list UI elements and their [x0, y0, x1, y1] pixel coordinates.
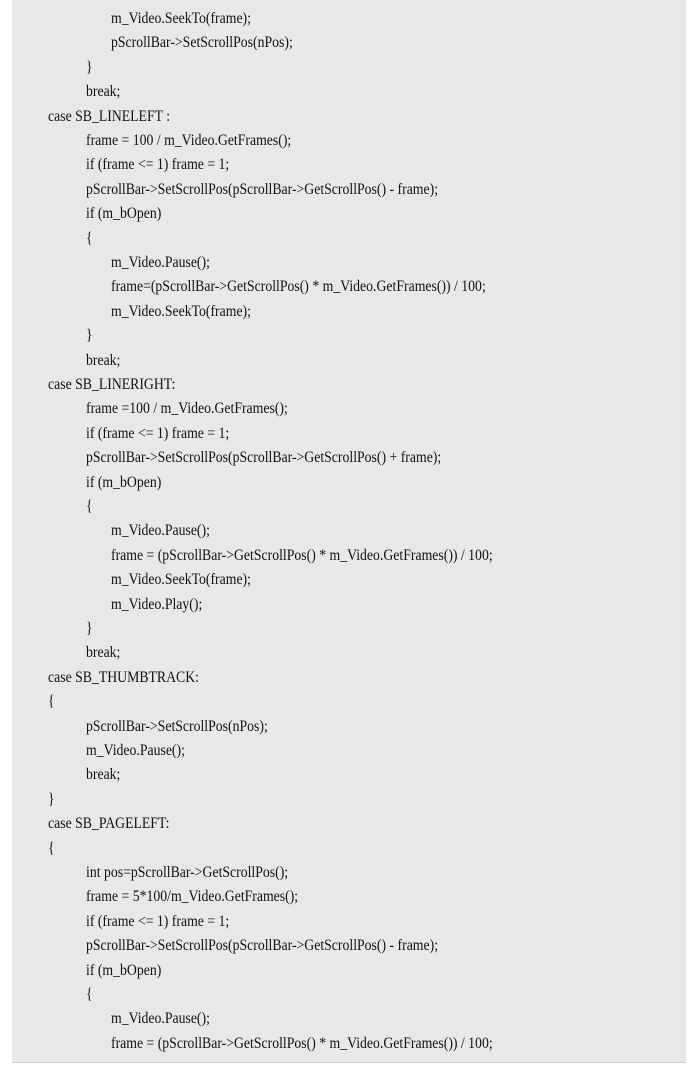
code-line: } — [48, 790, 55, 808]
code-line: } — [86, 327, 93, 345]
code-listing — [12, 0, 686, 1062]
code-line: { — [48, 693, 55, 711]
code-line: pScrollBar->SetScrollPos(pScrollBar->GetScrollPos() - frame); — [86, 937, 439, 955]
code-line: if (m_bOpen) — [86, 205, 162, 223]
code-line: } — [86, 620, 93, 637]
code-line: frame = 100 / m_Video.GetFrames(); — [86, 132, 292, 149]
code-line: case SB_LINELEFT : — [48, 107, 171, 125]
code-line: break; — [86, 351, 121, 369]
code-line: pScrollBar->SetScrollPos(nPos); — [86, 717, 268, 735]
code-line: frame = (pScrollBar->GetScrollPos() * m_Video.GetFrames()) / 100; — [111, 546, 493, 564]
code-line: frame =100 / m_Video.GetFrames(); — [86, 400, 288, 418]
code-line: m_Video.Play(); — [111, 595, 203, 613]
code-line: if (frame <= 1) frame = 1; — [86, 912, 230, 930]
code-line: pScrollBar->SetScrollPos(pScrollBar->GetScrollPos() + frame); — [86, 449, 442, 467]
code-line: frame=(pScrollBar->GetScrollPos() * m_Video.GetFrames()) / 100; — [111, 278, 486, 296]
code-line: case SB_PAGELEFT: — [48, 815, 170, 833]
code-line: { — [86, 229, 93, 247]
code-line: m_Video.SeekTo(frame); — [111, 302, 251, 320]
code-line: m_Video.Pause(); — [111, 254, 210, 271]
code-line: pScrollBar->SetScrollPos(nPos); — [111, 34, 293, 52]
code-line: pScrollBar->SetScrollPos(pScrollBar->GetScrollPos() - frame); — [86, 180, 439, 198]
code-line: frame = (pScrollBar->GetScrollPos() * m_Video.GetFrames()) / 100; — [111, 1034, 493, 1052]
code-line: if (m_bOpen) — [86, 473, 162, 491]
code-line: m_Video.Pause(); — [111, 1010, 210, 1028]
code-line: case SB_LINERIGHT: — [48, 376, 176, 393]
code-line: break; — [86, 83, 121, 101]
code-line: m_Video.SeekTo(frame); — [111, 10, 251, 27]
bottom-divider — [12, 1062, 686, 1063]
code-line: case SB_THUMBTRACK: — [48, 668, 199, 686]
code-line: { — [86, 986, 93, 1003]
code-line: int pos=pScrollBar->GetScrollPos(); — [86, 864, 289, 881]
code-line: m_Video.SeekTo(frame); — [111, 571, 251, 589]
code-line: frame = 5*100/m_Video.GetFrames(); — [86, 888, 299, 906]
code-line: break; — [86, 644, 121, 662]
code-line: if (m_bOpen) — [86, 961, 162, 979]
code-line: { — [48, 839, 55, 857]
code-line: m_Video.Pause(); — [86, 742, 185, 759]
code-line: if (frame <= 1) frame = 1; — [86, 424, 230, 442]
code-line: m_Video.Pause(); — [111, 522, 210, 540]
code-line: if (frame <= 1) frame = 1; — [86, 156, 230, 174]
code-line: } — [86, 58, 93, 76]
code-line: { — [86, 498, 93, 515]
code-line: break; — [86, 766, 121, 784]
